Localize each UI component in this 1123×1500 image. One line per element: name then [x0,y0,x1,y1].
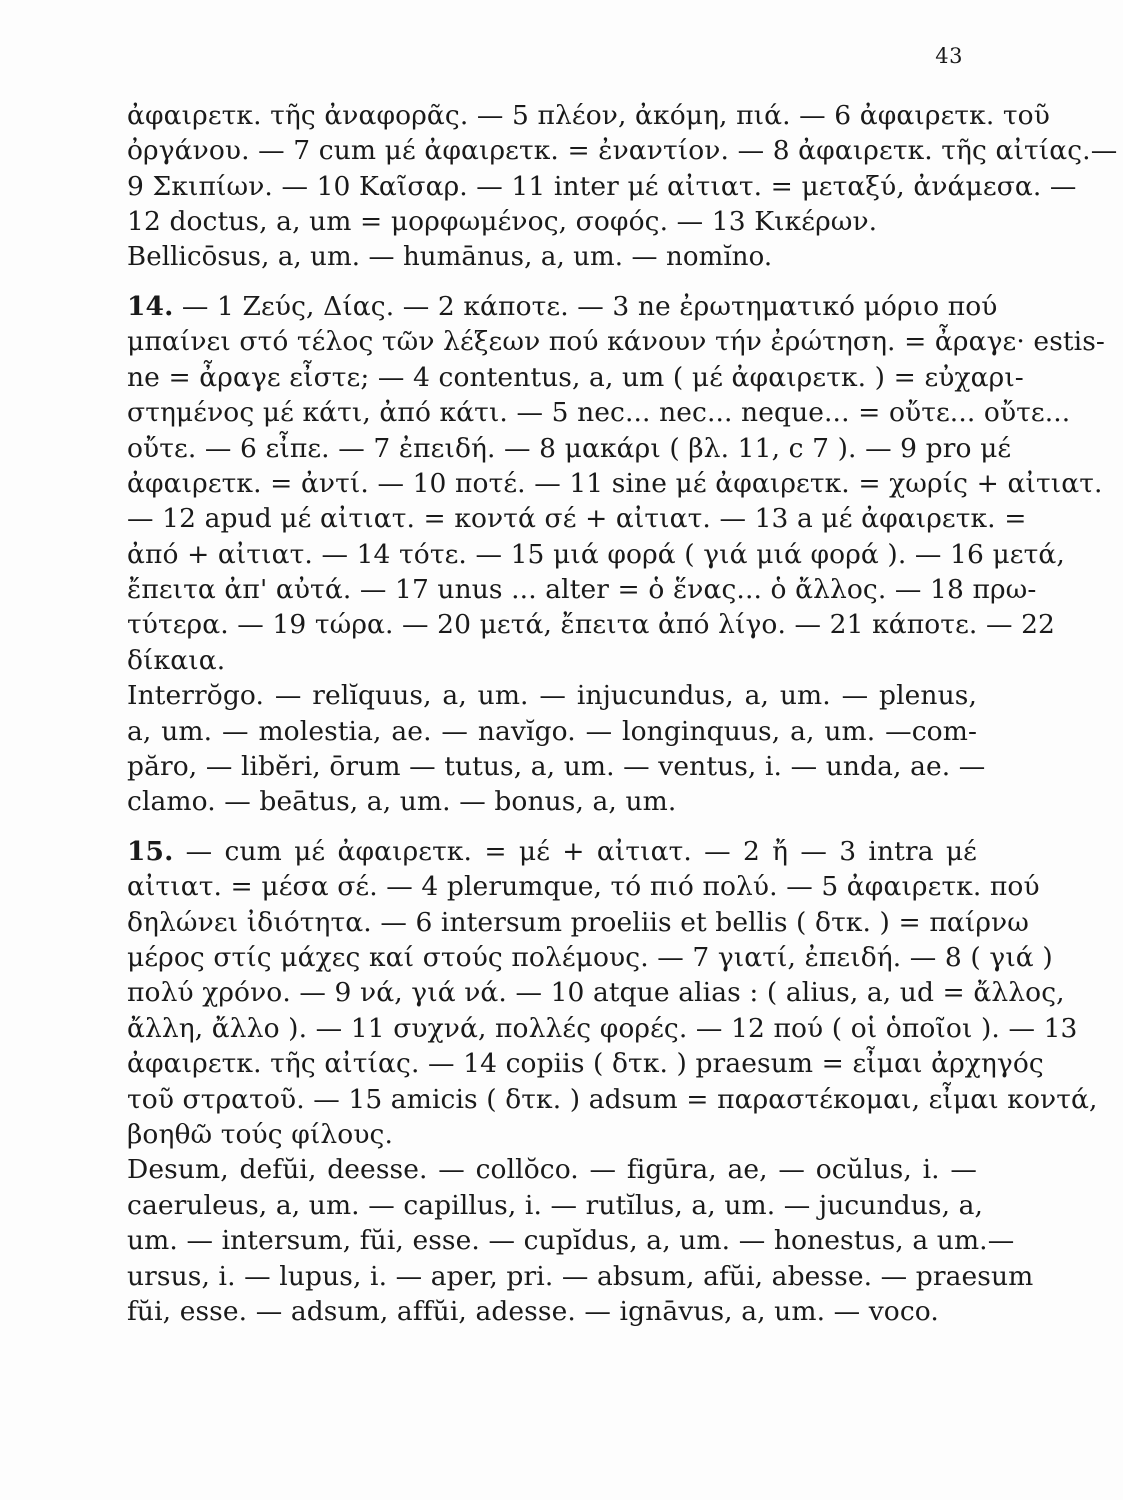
text-line: ὀργάνου. — 7 cum μέ ἀφαιρετκ. = ἐναντίον. — 8 ἀφαιρετκ. τῆς αἰτίας.— [127,135,1118,167]
page-number: 43 [935,44,963,68]
section-heading-line [127,834,977,869]
section-15 [127,834,1098,1153]
vocabulary-line: clamo. — beātus, a, um. — bonus, a, um. [127,786,677,818]
text-line: δίκαια. [127,644,226,676]
text-line: ne = ἆραγε εἶστε; — 4 contentus, a, um ( μέ ἀφαιρετκ. ) = εὐχαρι- [127,361,1024,393]
vocabulary-line: caeruleus, a, um. — capillus, i. — rutĭlus, a, um. — jucundus, a, [127,1189,984,1221]
text-line: πολύ χρόνο. — 9 νά, γιά νά. — 10 atque alias : ( alius, a, ud = ἄλλος, [127,977,1065,1009]
text-line: μέρος στίς μάχες καί στούς πολέμους. — 7 γιατί, ἐπειδή. — 8 ( γιά ) [127,941,1053,973]
text-line: ἔπειτα ἀπ' αὐτά. — 17 unus ... alter = ὁ ἕνας... ὁ ἄλλος. — 18 πρω- [127,574,1037,606]
section-heading-line [127,289,998,324]
text-line: τύτερα. — 19 τώρα. — 20 μετά, ἔπειτα ἀπό λίγο. — 21 κάποτε. — 22 [127,609,1055,641]
vocabulary-line: Desum, defŭi, deesse. — collŏco. — figūra, ae, — ocŭlus, i. — [127,1154,977,1186]
text-line: τοῦ στρατοῦ. — 15 amicis ( δτκ. ) adsum = παραστέκομαι, εἶμαι κοντά, [127,1083,1098,1115]
text-line: στημένος μέ κάτι, ἀπό κάτι. — 5 nec... nec... neque... = οὔτε... οὔτε... [127,397,1071,429]
text-line: οὔτε. — 6 εἶπε. — 7 ἐπειδή. — 8 μακάρι ( βλ. 11, c 7 ). — 9 pro μέ [127,432,1012,464]
vocabulary-line: um. — intersum, fŭi, esse. — cupĭdus, a, um. — honestus, a um.— [127,1225,1015,1257]
vocabulary-line: Interrŏgo. — relĭquus, a, um. — injucundus, a, um. — plenus, [127,680,977,712]
vocabulary-line: ursus, i. — lupus, i. — aper, pri. — absum, afŭi, abesse. — praesum [127,1260,1034,1292]
text-line: μπαίνει στό τέλος τῶν λέξεων πού κάνουν τήν ἐρώτηση. = ἆραγε· estis- [127,326,1105,358]
text-line: βοηθῶ τούς φίλους. [127,1118,393,1150]
vocabulary-line: a, um. — molestia, ae. — navĭgo. — longinquus, a, um. —com- [127,715,977,747]
text-line: δηλώνει ἰδιότητα. — 6 intersum proeliis et bellis ( δτκ. ) = παίρνω [127,906,1029,938]
section-number: 15. [127,835,174,867]
page-content [127,98,1118,1329]
text-line: ἄλλη, ἄλλο ). — 11 συχνά, πολλές φορές. — 12 πού ( οἱ ὁποῖοι ). — 13 [127,1012,1078,1044]
section-number: 14. [127,290,174,322]
section-14 [127,289,1105,678]
text-line: ἀφαιρετκ. = ἀντί. — 10 ποτέ. — 11 sine μέ ἀφαιρετκ. = χωρίς + αἰτιατ. [127,467,1103,499]
text-line: ἀφαιρετκ. τῆς αἰτίας. — 14 copiis ( δτκ. ) praesum = εἶμαι ἀρχηγός [127,1048,1044,1080]
vocabulary-line: păro, — libĕri, ōrum — tutus, a, um. — ventus, i. — unda, ae. — [127,751,986,783]
vocabulary-line: Bellicōsus, a, um. — humānus, a, um. — nomĭno. [127,241,773,272]
text-line: 9 Σκιπίων. — 10 Καῖσαρ. — 11 inter μέ αἰτιατ. = μεταξύ, ἀνάμεσα. — [127,170,1077,202]
text-line: ἀφαιρετκ. τῆς ἀναφορᾶς. — 5 πλέον, ἀκόμη, πιά. — 6 ἀφαιρετκ. τοῦ [127,100,1050,131]
vocabulary-block-2 [127,678,986,820]
notes-continuation [127,98,1118,240]
section-first-line: — cum μέ ἀφαιρετκ. = μέ + αἰτιατ. — 2 ἤ — 3 intra μέ [173,835,977,867]
text-line: ἀπό + αἰτιατ. — 14 τότε. — 15 μιά φορά ( γιά μιά φορά ). — 16 μετά, [127,538,1065,570]
text-line: αἰτιατ. = μέσα σέ. — 4 plerumque, τό πιό πολύ. — 5 ἀφαιρετκ. πού [127,871,1040,903]
vocabulary-line: fŭi, esse. — adsum, affŭi, adesse. — ignāvus, a, um. — voco. [127,1295,939,1327]
section-first-line: — 1 Ζεύς, Δίας. — 2 κάποτε. — 3 ne ἐρωτηματικό μόριο πού [173,290,998,322]
vocabulary-block-3 [127,1152,1034,1329]
text-line: 12 doctus, a, um = μορφωμένος, σοφός. — 13 Κικέρων. [127,206,878,238]
text-line: — 12 apud μέ αἰτιατ. = κοντά σέ + αἰτιατ. — 13 a μέ ἀφαιρετκ. = [127,503,1027,535]
